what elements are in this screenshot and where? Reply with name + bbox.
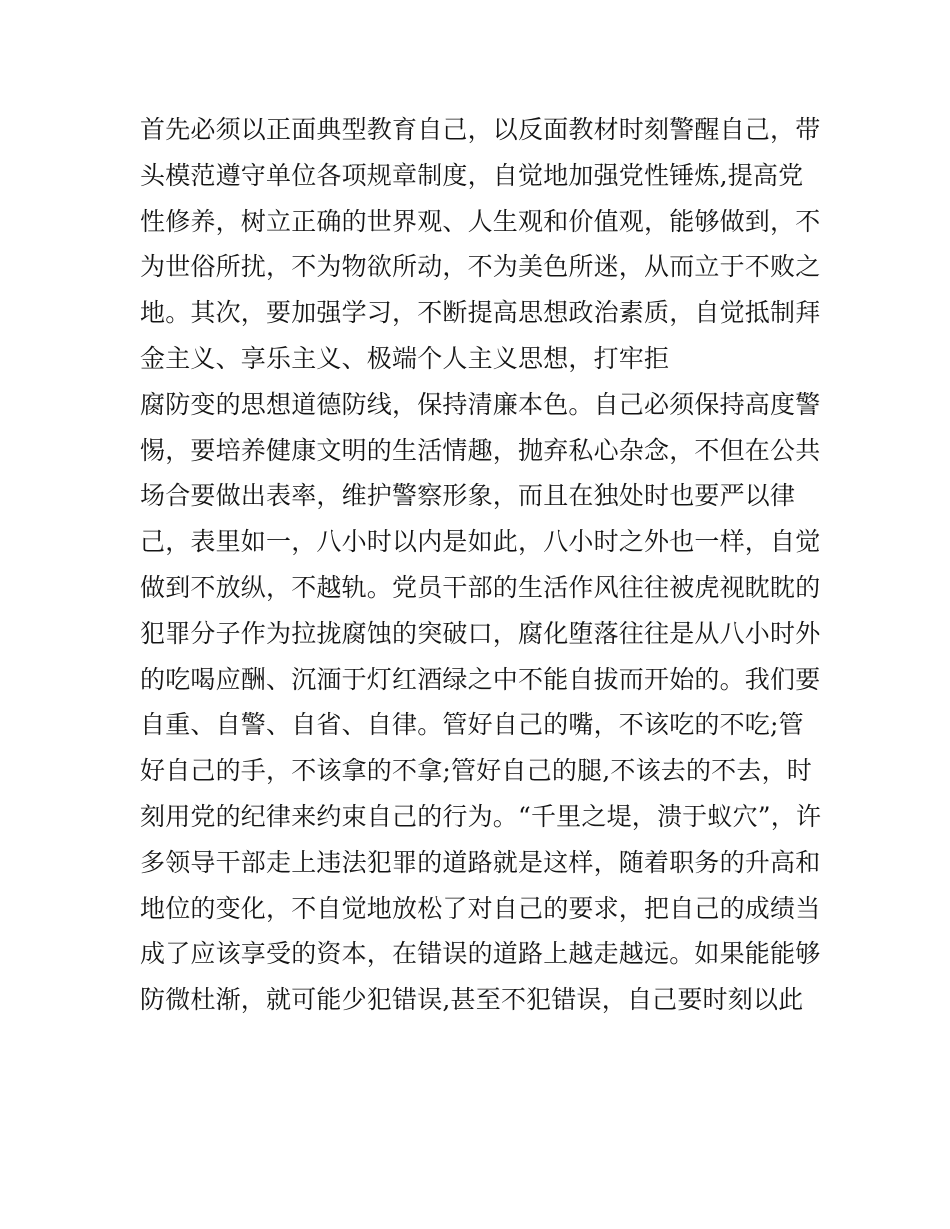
- text-line: 刻用党的纪律来约束自己的行为。“千里之堤，溃于蚁穴”，许: [140, 801, 822, 831]
- text-line: 犯罪分子作为拉拢腐蚀的突破口，腐化堕落往往是从八小时外: [140, 618, 821, 648]
- text-line: 腐防变的思想道德防线，保持清廉本色。自己必须保持高度警: [140, 389, 821, 419]
- text-line: 性修养，树立正确的世界观、人生观和价值观，能够做到，不: [140, 206, 821, 236]
- text-line: 成了应该享受的资本，在错误的道路上越走越远。如果能能够: [140, 939, 821, 969]
- text-line: 的吃喝应酬、沉湎于灯红酒绿之中不能自拔而开始的。我们要: [140, 664, 821, 694]
- body-text: [140, 107, 830, 1023]
- text-line: 头模范遵守单位各项规章制度，自觉地加强党性锤炼,提高党: [140, 160, 804, 190]
- text-line: 做到不放纵，不越轨。党员干部的生活作风往往被虎视眈眈的: [140, 572, 821, 602]
- text-line: 地。其次，要加强学习，不断提高思想政治素质，自觉抵制拜: [140, 298, 821, 328]
- text-line: 防微杜渐，就可能少犯错误,甚至不犯错误，自己要时刻以此: [140, 985, 804, 1015]
- text-line: 自重、自警、自省、自律。管好自己的嘴，不该吃的不吃;管: [140, 710, 804, 740]
- text-line: 为世俗所扰，不为物欲所动，不为美色所迷，从而立于不败之: [140, 252, 821, 282]
- text-line: 惕，要培养健康文明的生活情趣，抛弃私心杂念，不但在公共: [140, 435, 821, 465]
- text-line: 场合要做出表率，维护警察形象，而且在独处时也要严以律: [140, 481, 796, 511]
- text-line: 地位的变化，不自觉地放松了对自己的要求，把自己的成绩当: [140, 893, 821, 923]
- text-line: 己，表里如一，八小时以内是如此，八小时之外也一样，自觉: [140, 527, 821, 557]
- text-line: 金主义、享乐主义、极端个人主义思想，打牢拒: [140, 343, 670, 373]
- text-line: 多领导干部走上违法犯罪的道路就是这样，随着职务的升高和: [140, 847, 821, 877]
- text-line: 首先必须以正面典型教育自己，以反面教材时刻警醒自己，带: [140, 115, 821, 144]
- text-line: 好自己的手，不该拿的不拿;管好自己的腿,不该去的不去，时: [140, 756, 812, 786]
